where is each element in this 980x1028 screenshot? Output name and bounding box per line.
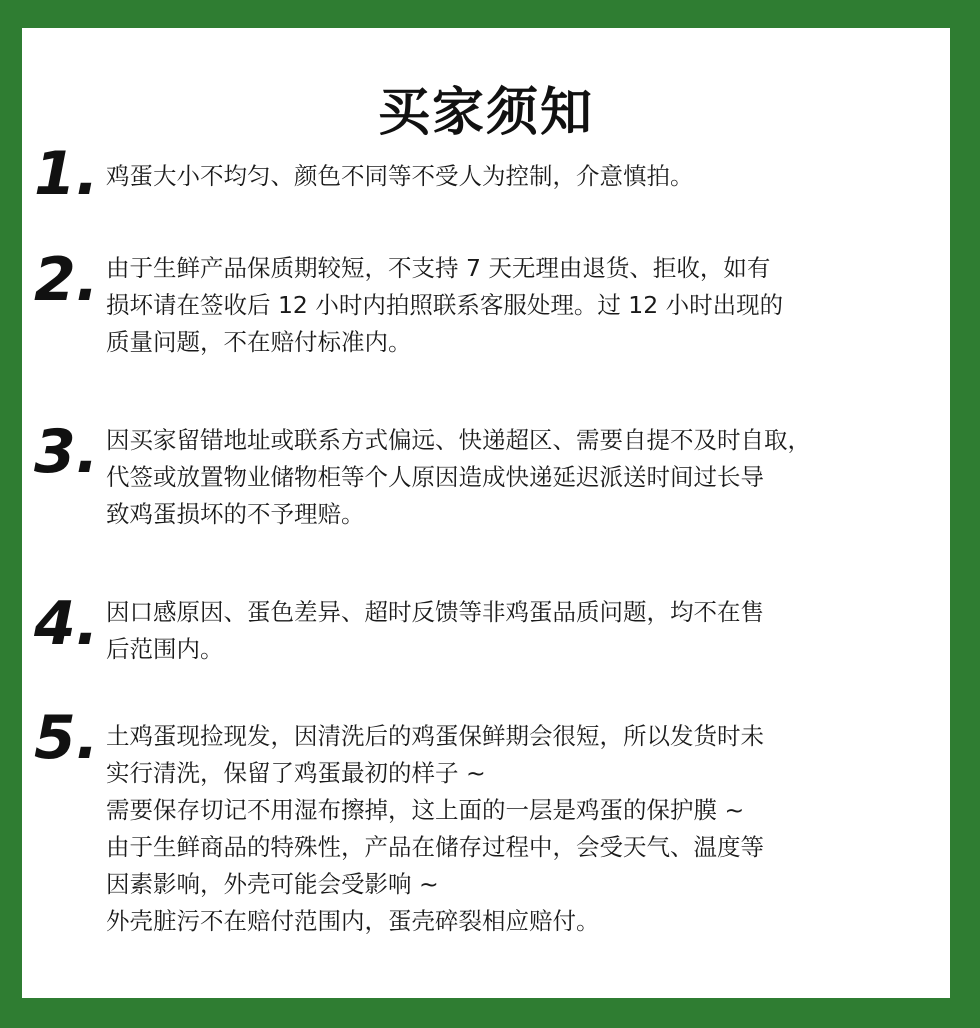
item-line: 因素影响，外壳可能会受影响 ~ (106, 870, 439, 898)
item-line: 代签或放置物业储物柜等个人原因造成快递延迟派送时间过长导 (106, 463, 764, 491)
item-line: 需要保存切记不用湿布擦掉，这上面的一层是鸡蛋的保护膜 ~ (106, 796, 745, 824)
item-number: 1. (34, 139, 99, 209)
page-title: 买家须知 (377, 83, 594, 143)
item-line: 致鸡蛋损坏的不予理赔。 (106, 500, 365, 528)
item-line: 土鸡蛋现捡现发，因清洗后的鸡蛋保鲜期会很短，所以发货时未 (106, 722, 764, 750)
notice-card (22, 28, 950, 998)
item-line: 由于生鲜产品保质期较短，不支持 7 天无理由退货、拒收，如有 (106, 254, 771, 282)
item-line: 损坏请在签收后 12 小时内拍照联系客服处理。过 12 小时出现的 (106, 291, 784, 319)
item-line: 外壳脏污不在赔付范围内，蛋壳碎裂相应赔付。 (106, 907, 600, 935)
item-line: 后范围内。 (106, 635, 224, 663)
item-number: 4. (34, 589, 99, 659)
item-line: 由于生鲜商品的特殊性，产品在储存过程中，会受天气、温度等 (106, 833, 764, 861)
item-number: 5. (34, 703, 99, 773)
item-number: 2. (34, 245, 99, 315)
item-line: 因口感原因、蛋色差异、超时反馈等非鸡蛋品质问题，均不在售 (106, 598, 764, 626)
item-number: 3. (34, 417, 99, 487)
item-line: 质量问题，不在赔付标准内。 (106, 328, 412, 356)
item-line: 因买家留错地址或联系方式偏远、快递超区、需要自提不及时自取， (106, 426, 811, 454)
item-line: 鸡蛋大小不均匀、颜色不同等不受人为控制，介意慎拍。 (106, 162, 694, 190)
item-line: 实行清洗，保留了鸡蛋最初的样子 ~ (106, 759, 486, 787)
